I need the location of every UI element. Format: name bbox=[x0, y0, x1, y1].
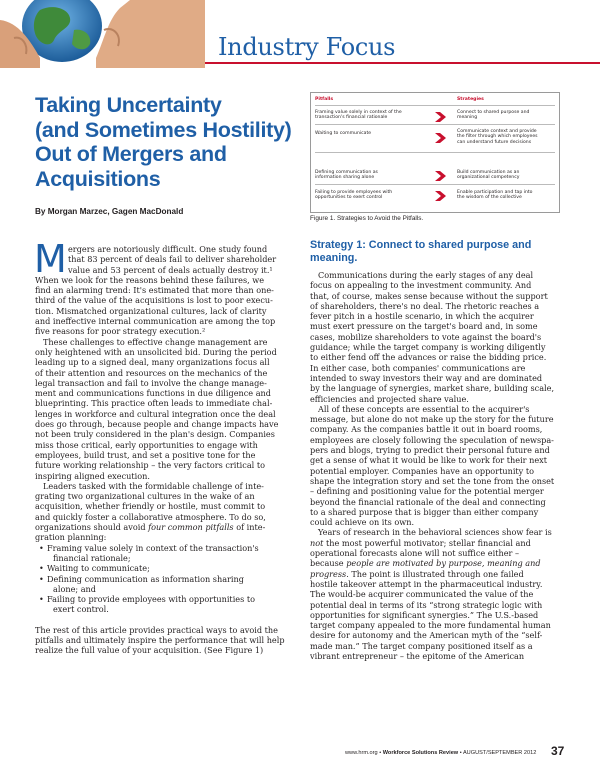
bullet-text: exert control. bbox=[53, 604, 109, 615]
bullet-text: Defining communication as information sharing bbox=[47, 573, 244, 584]
bullet-item bbox=[35, 574, 299, 584]
figure-divider bbox=[315, 124, 555, 125]
text-line: operational forecasts alone will not suffice either – bbox=[310, 548, 520, 559]
text-line: Years of research in the behavioral sciences show fear is bbox=[318, 527, 552, 538]
figure-divider bbox=[315, 105, 555, 106]
text-line: Communications during the early stages of any deal bbox=[318, 270, 534, 280]
text-line: When we look for the reasons behind these failures, we bbox=[35, 274, 265, 285]
title-line: Acquisitions bbox=[35, 166, 161, 191]
text-line: five reasons for poor strategy execution.² bbox=[35, 326, 206, 337]
title-line: Out of Mergers and bbox=[35, 142, 227, 166]
figure-text: Communicate context and provide bbox=[457, 129, 537, 134]
figure-text: Build communication as an bbox=[457, 170, 520, 175]
text-line: blueprinting. This practice often leads to immediate chal- bbox=[35, 398, 273, 409]
figure-table bbox=[310, 92, 560, 213]
text-line: Leaders tasked with the formidable challenge of inte- bbox=[43, 480, 264, 491]
text-line: target company appealed to the more fundamental human bbox=[310, 620, 551, 631]
text-line: pers and blogs, trying to predict their personal future and bbox=[310, 445, 550, 456]
text-line: leading up to a signed deal, many organizations focus all bbox=[35, 357, 270, 368]
figure-text: the wisdom of the collective bbox=[457, 195, 522, 201]
text-line: ment and communications functions in due diligence and bbox=[35, 388, 271, 399]
figure-divider bbox=[315, 152, 555, 153]
text-line: realize the full value of your acquisition. (See Figure 1) bbox=[35, 645, 264, 656]
text-line: only heightened with an unsolicited bid. During the period bbox=[35, 346, 277, 357]
byline: By Morgan Marzec, Gagen MacDonald bbox=[35, 207, 184, 216]
bullet-text: Waiting to communicate; bbox=[47, 563, 150, 574]
text-line: cases, mobilize shareholders to vote against the board's bbox=[310, 331, 542, 342]
red-chevron-arrow-icon bbox=[435, 133, 446, 143]
header-rule bbox=[205, 62, 600, 64]
text-line: The would-be acquirer communicated the value of the bbox=[310, 589, 534, 600]
text-line: by the language of synergies, market share, building scale, bbox=[310, 383, 555, 394]
bullet-text: Framing value solely in context of the transaction's bbox=[47, 542, 259, 553]
globe-in-hands-icon bbox=[0, 0, 205, 68]
text-line: ergers are notoriously difficult. One study found bbox=[68, 244, 268, 254]
text-line: beyond the financial rationale of the deal and connecting bbox=[310, 496, 546, 507]
figure-text: can understand future decisions bbox=[457, 139, 532, 145]
text-line: and quickly foster a collaborative atmosphere. To do so, bbox=[35, 511, 266, 522]
section-title: Industry Focus bbox=[218, 33, 396, 61]
figure-strategy-1 bbox=[457, 110, 529, 121]
bullet-icon: • bbox=[39, 573, 44, 584]
text-line: gration planning: bbox=[35, 532, 107, 543]
text-line: company. As the companies battle it out in board rooms, bbox=[310, 424, 543, 435]
text-run: the most powerful motivator; stellar financial and bbox=[323, 537, 531, 548]
text-line: employees, build trust, and set a positive tone for the bbox=[35, 449, 256, 460]
bullet-icon: • bbox=[39, 542, 44, 553]
strategy-heading bbox=[310, 239, 531, 264]
figure-text: meaning bbox=[457, 115, 478, 121]
footer-issue: AUGUST/SEPTEMBER 2012 bbox=[462, 750, 537, 756]
emphasis-text: people are motivated by purpose, meaning and bbox=[346, 558, 541, 569]
text-line: miss those critical, early opportunities to engage with bbox=[35, 439, 258, 450]
text-line: legal transaction and fail to involve the change manage- bbox=[35, 377, 267, 388]
figure-text: transaction's financial rationale bbox=[315, 115, 388, 121]
text-line bbox=[310, 569, 565, 579]
emphasis-text: progress bbox=[310, 568, 347, 579]
title-line: Taking Uncertainty bbox=[35, 93, 222, 117]
text-line: that, of course, makes sense because without the support bbox=[310, 290, 548, 301]
figure-strategy-3 bbox=[457, 170, 519, 181]
paragraph-spacer bbox=[35, 615, 299, 625]
text-line: intended to sway investors their way and are dominated bbox=[310, 372, 543, 383]
figure-header-strategies: Strategies bbox=[457, 97, 484, 102]
text-run: of inte- bbox=[233, 522, 266, 533]
bullet-item bbox=[35, 594, 299, 604]
article-title bbox=[35, 93, 305, 191]
figure-header-pitfalls: Pitfalls bbox=[315, 97, 334, 102]
text-line: potential deal in terms of its “strong strategic logic with bbox=[310, 599, 543, 610]
bullet-text: alone; and bbox=[53, 583, 96, 594]
text-line: value and 53 percent of deals actually destroy it.¹ bbox=[68, 264, 273, 275]
text-line: made man.” The target company positioned itself as a bbox=[310, 640, 533, 651]
text-line: pitfalls and ultimately inspire the performance that will help bbox=[35, 634, 285, 645]
text-run: . The point is illustrated through one failed bbox=[346, 568, 524, 579]
text-line: All of these concepts are essential to the acquirer's bbox=[318, 403, 530, 414]
title-line: (and Sometimes Hostility) bbox=[35, 117, 292, 142]
emphasis-text: four common pitfalls bbox=[148, 522, 234, 533]
text-line: acquisition, whether friendly or hostile, must commit to bbox=[35, 501, 266, 512]
footer-bullet: • bbox=[459, 750, 462, 756]
figure-text: Framing value solely in context of the bbox=[315, 110, 402, 115]
figure-text: Failing to provide employees with bbox=[315, 190, 393, 195]
figure-text: information sharing alone bbox=[315, 175, 375, 181]
left-column bbox=[35, 244, 299, 656]
text-line: future working relationship – the very factors critical to bbox=[35, 460, 266, 471]
figure-text: Enable participation and tap into bbox=[457, 190, 533, 195]
text-line: to either fend off the advances or raise the bidding price. bbox=[310, 352, 547, 363]
red-chevron-arrow-icon bbox=[435, 112, 446, 122]
text-line bbox=[310, 558, 565, 568]
figure-strategy-2 bbox=[457, 129, 538, 145]
red-chevron-arrow-icon bbox=[435, 171, 446, 181]
figure-text: Connect to shared purpose and bbox=[457, 110, 530, 115]
bullet-text: financial rationale; bbox=[53, 552, 131, 563]
text-line: of shareholders, there's no deal. The rhetoric reaches a bbox=[310, 300, 540, 311]
text-line: grating two organizational cultures in the wake of an bbox=[35, 491, 255, 502]
heading-line: Strategy 1: Connect to shared purpose and bbox=[310, 239, 532, 251]
text-line: that 83 percent of deals fail to deliver shareholder bbox=[68, 254, 277, 265]
red-chevron-arrow-icon bbox=[435, 191, 446, 201]
text-line: and ineffective internal communication are among the top bbox=[35, 316, 276, 327]
right-column bbox=[310, 270, 565, 661]
bullet-icon: • bbox=[39, 563, 44, 574]
text-line: guidance; while the target company is working diligently bbox=[310, 342, 546, 353]
text-line: not been truly considered in the plan's design. Companies bbox=[35, 429, 275, 440]
text-line: message, but alone do not make up the story for the future bbox=[310, 414, 554, 425]
figure-pitfall-1 bbox=[315, 110, 402, 121]
text-line: lenges in workforce and cultural integration once the deal bbox=[35, 408, 276, 419]
figure-pitfall-2 bbox=[315, 131, 371, 136]
header-globe-photo bbox=[0, 0, 205, 68]
figure-text: opportunities to exert control bbox=[315, 195, 383, 201]
text-line: third of the value of the acquisitions is lost to poor execu- bbox=[35, 295, 273, 306]
text-line: inspiring aligned execution. bbox=[35, 470, 150, 481]
text-line: to a shared purpose that is bigger than either company bbox=[310, 506, 539, 517]
text-line bbox=[35, 522, 299, 532]
text-line: get a sense of what it would be like to work for their next bbox=[310, 455, 548, 466]
footer-site: www.hrm.org bbox=[345, 750, 378, 756]
text-line: employees are closely following the speculation of newspa- bbox=[310, 434, 554, 445]
figure-text: Defining communication as bbox=[315, 170, 378, 175]
drop-cap: M bbox=[34, 237, 67, 281]
bullet-item bbox=[35, 543, 299, 553]
text-line: hostile takeover attempt in the pharmaceutical industry. bbox=[310, 578, 543, 589]
text-line: In either case, both companies' communications are bbox=[310, 362, 526, 373]
figure-divider bbox=[315, 184, 555, 185]
text-line: vibrant entrepreneur – the epitome of the American bbox=[310, 650, 525, 661]
figure-pitfall-3 bbox=[315, 170, 378, 181]
text-line: – defining and positioning value for the potential merger bbox=[310, 486, 544, 497]
text-line: shape the integration story and set the tone from the onset bbox=[310, 475, 555, 486]
footer-bullet: • bbox=[379, 750, 382, 756]
page-number: 37 bbox=[551, 744, 565, 758]
figure-pitfall-4 bbox=[315, 190, 392, 201]
footer-journal: Workforce Solutions Review bbox=[382, 750, 459, 756]
figure-caption: Figure 1. Strategies to Avoid the Pitfalls. bbox=[310, 215, 424, 222]
text-line: focus on appealing to the investment community. And bbox=[310, 280, 532, 291]
figure-strategy-4 bbox=[457, 190, 533, 201]
text-line: must exert pressure on the target's board and, in some bbox=[310, 321, 538, 332]
text-line: potential employer. Companies have an opportunity to bbox=[310, 465, 535, 476]
text-line: does go through, because people and change impacts have bbox=[35, 419, 279, 430]
text-run: because bbox=[310, 558, 347, 569]
footer bbox=[345, 750, 536, 756]
bullet-icon: • bbox=[39, 594, 44, 605]
text-line: could achieve on its own. bbox=[310, 517, 415, 528]
text-line bbox=[310, 538, 565, 548]
emphasis-text: not bbox=[310, 537, 324, 548]
bullet-text: Failing to provide employees with opportunities to bbox=[47, 594, 256, 605]
text-run: organizations should avoid bbox=[35, 522, 146, 533]
figure-text: organizational competency bbox=[457, 175, 520, 181]
figure-text: the filter through which employees bbox=[457, 134, 538, 140]
figure-text: Waiting to communicate bbox=[315, 131, 372, 136]
text-line: desire for autonomy and the American myth of the “self- bbox=[310, 630, 543, 641]
text-line: efficiencies and projected share value. bbox=[310, 393, 469, 404]
text-line: fever pitch in a hostile scenario, in which the acquirer bbox=[310, 311, 534, 322]
text-line: The rest of this article provides practical ways to avoid the bbox=[35, 624, 278, 635]
bullet-item bbox=[35, 563, 299, 573]
text-line: tion. Mismatched organizational cultures, lack of clarity bbox=[35, 305, 267, 316]
heading-line: meaning. bbox=[310, 251, 358, 264]
text-line: These challenges to effective change management are bbox=[43, 336, 268, 347]
text-line: of their attention and resources on the mechanics of the bbox=[35, 367, 268, 378]
text-line: find an alarming trend: It's estimated that more than one- bbox=[35, 285, 274, 296]
text-line: opportunities for significant synergies.” The U.S.-based bbox=[310, 609, 539, 620]
